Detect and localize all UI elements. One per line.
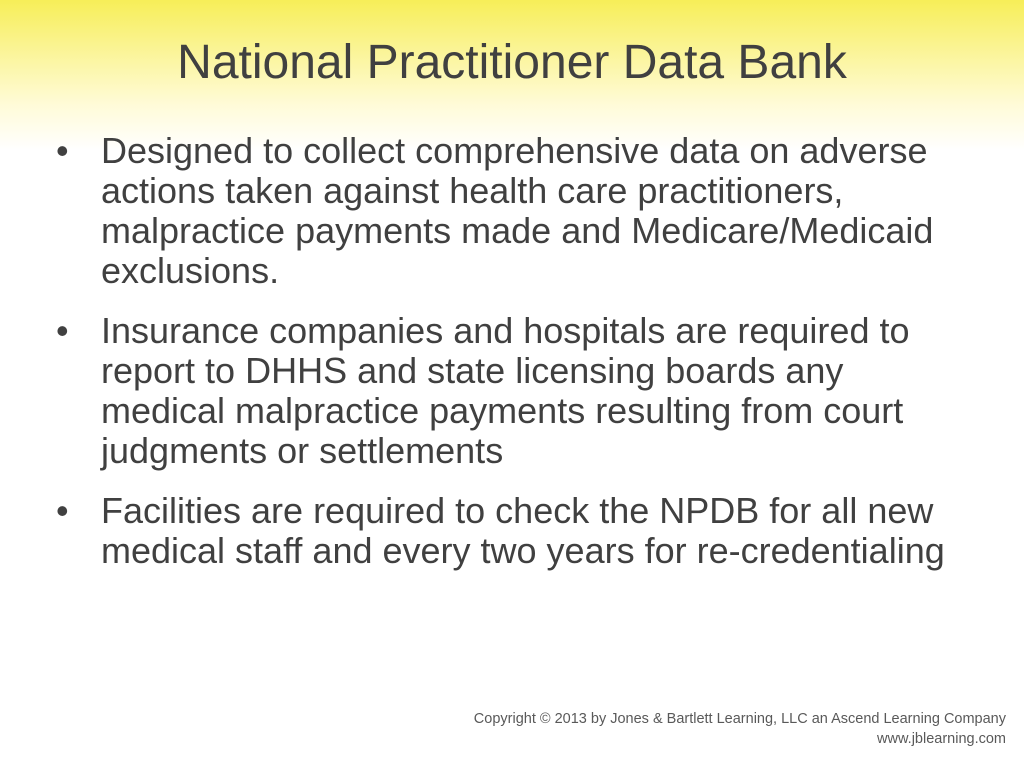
bullet-item [56, 311, 956, 471]
website-link: www.jblearning.com [877, 731, 1006, 747]
bullet-dot: • [56, 130, 69, 171]
bullet-item [56, 491, 956, 571]
bullet-text: Insurance companies and hospitals are required to report to DHHS and state licensing boards any medical malpractice payments resulting from court judgments or settlements [101, 310, 910, 471]
bullet-dot: • [56, 310, 69, 351]
footer [474, 709, 1006, 749]
bullet-text: Designed to collect comprehensive data on adverse actions taken against health care practitioners, malpractice payments made and Medicare/Medicaid exclusions. [101, 130, 934, 291]
bullet-item [56, 131, 956, 291]
bullet-list [56, 131, 956, 591]
bullet-dot: • [56, 490, 69, 531]
bullet-text: Facilities are required to check the NPDB for all new medical staff and every two years for re-credentialing [101, 490, 945, 571]
copyright-notice: Copyright © 2013 by Jones & Bartlett Learning, LLC an Ascend Learning Company [473, 711, 1006, 727]
slide-title: National Practitioner Data Bank [177, 36, 847, 89]
